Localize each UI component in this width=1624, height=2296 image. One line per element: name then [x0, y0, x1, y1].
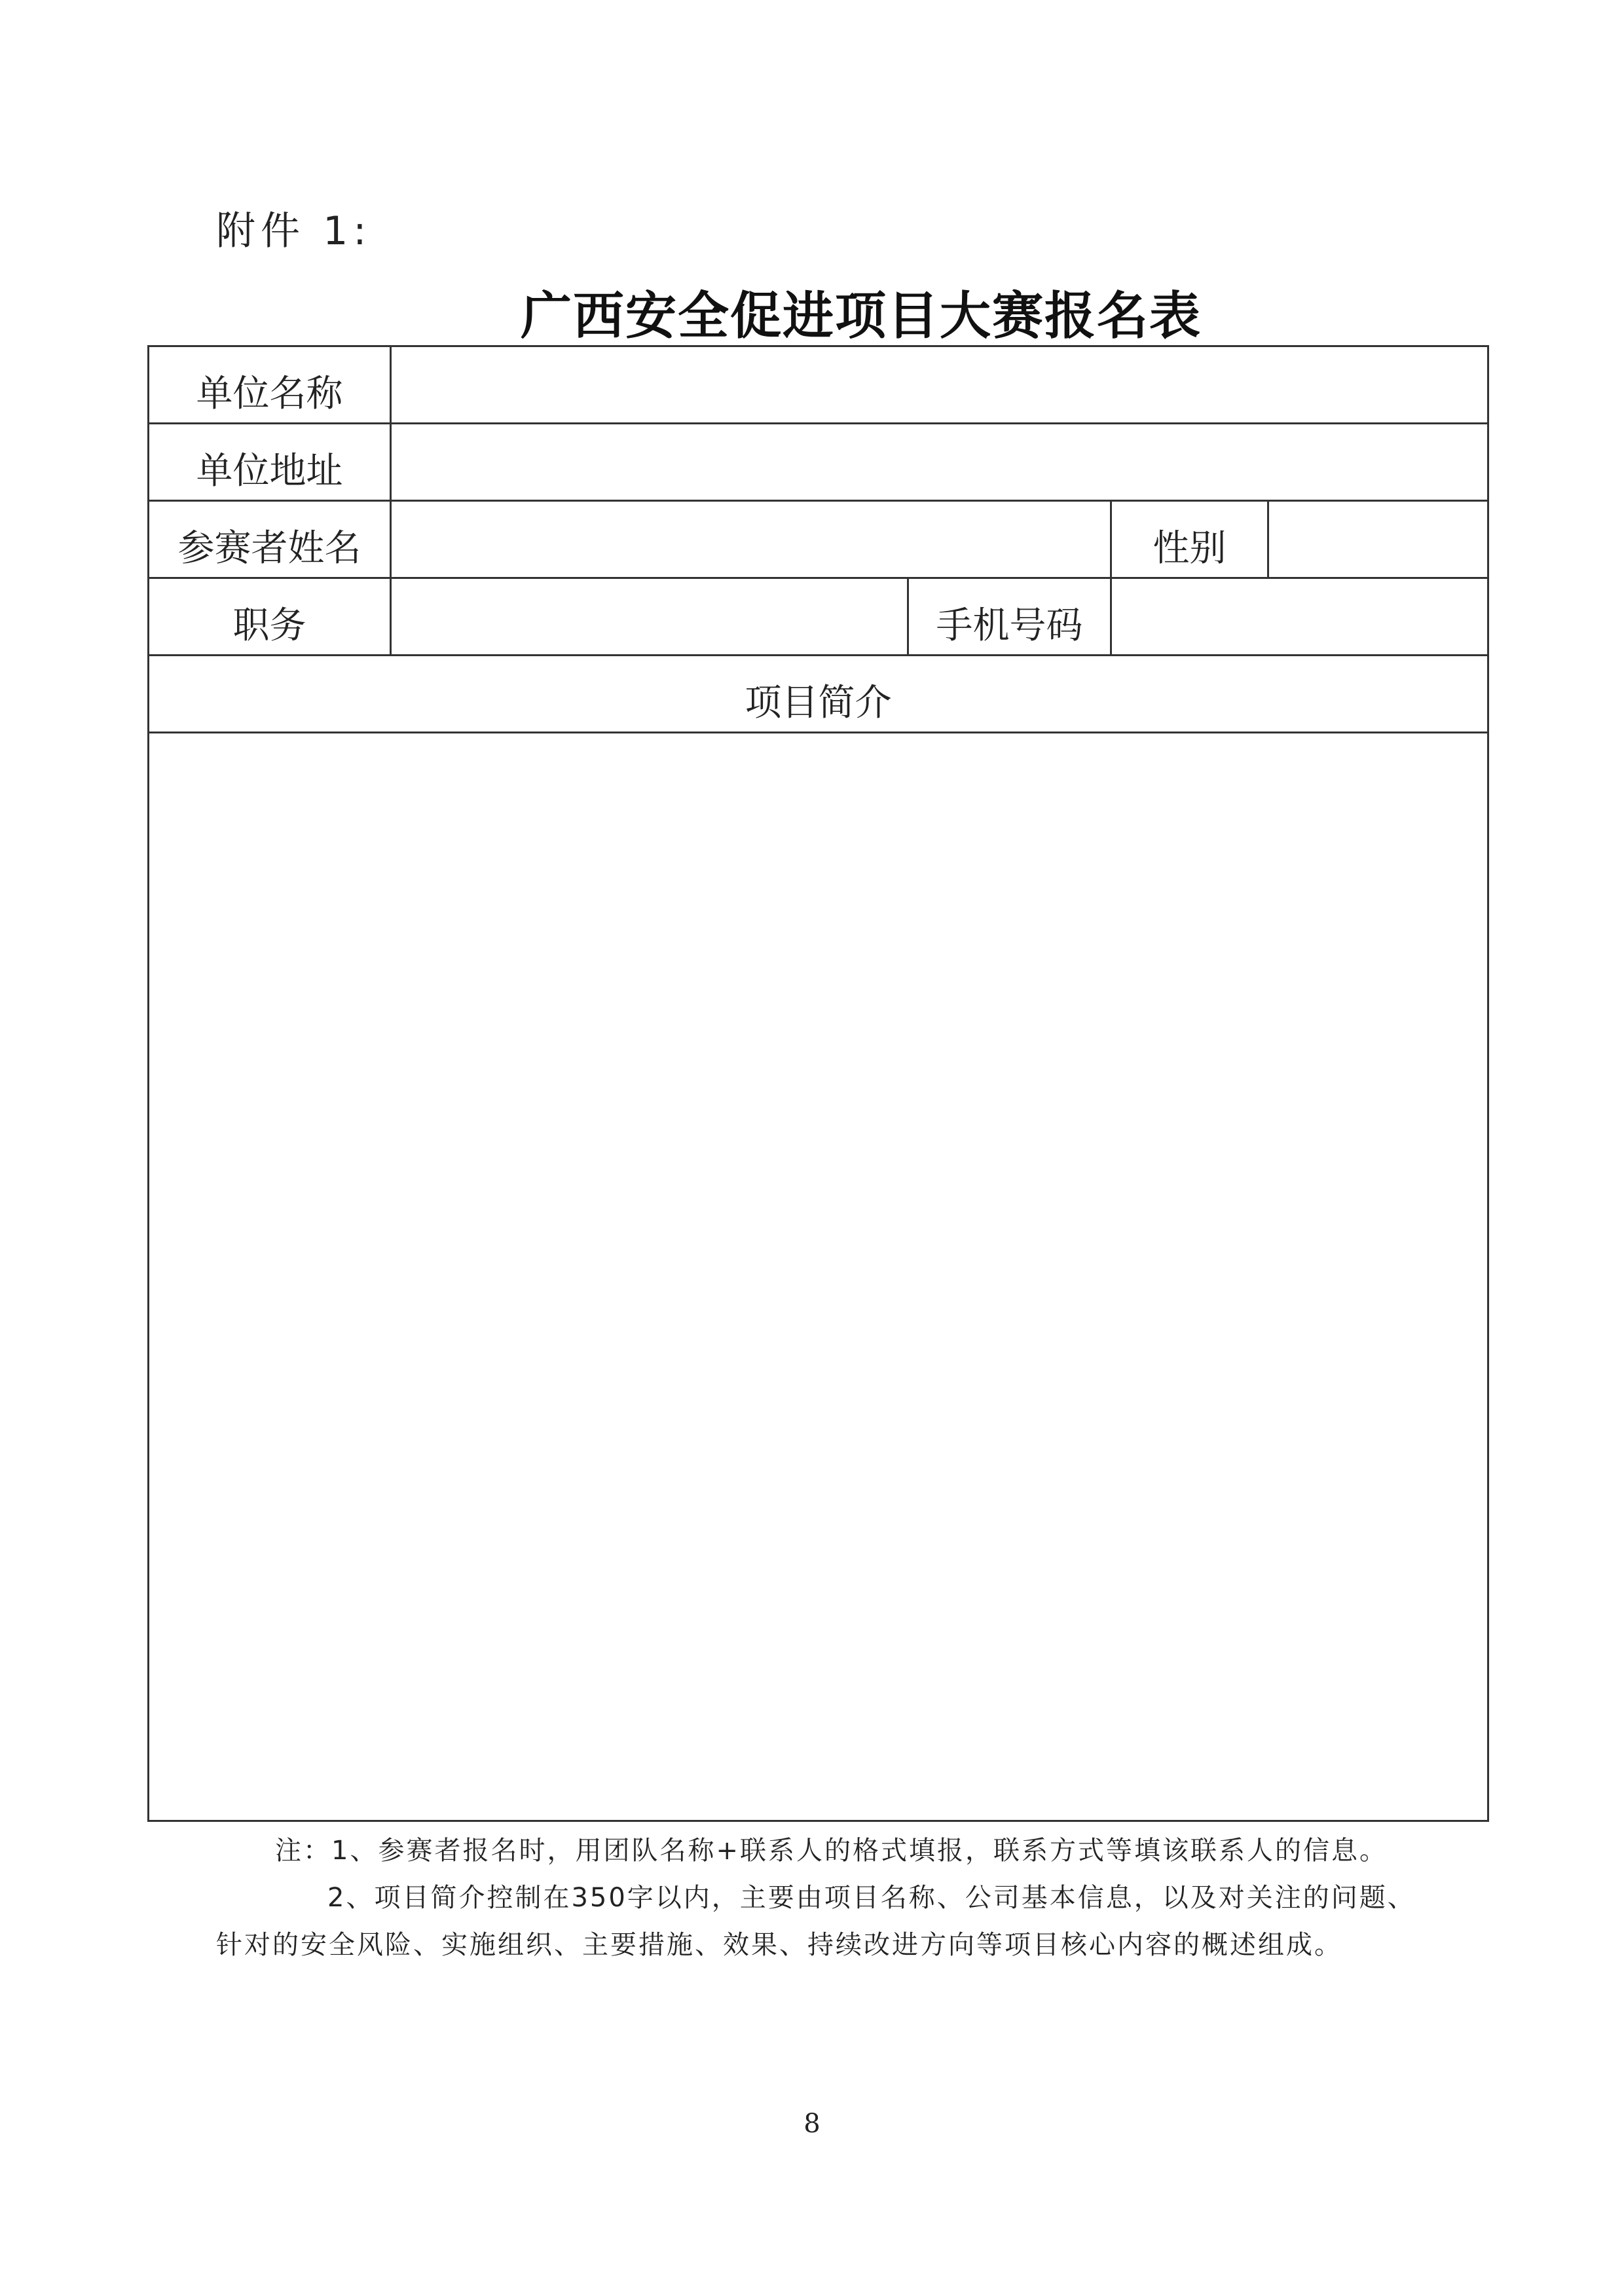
unit-name-label: 单位名称	[149, 346, 391, 424]
row-participant	[149, 501, 1488, 578]
participant-name-field[interactable]	[391, 501, 1111, 578]
unit-address-label: 单位地址	[149, 424, 391, 501]
row-summary-heading	[149, 656, 1488, 733]
note-line-1: 注：1、参赛者报名时，用团队名称+联系人的格式填报，联系方式等填该联系人的信息。	[275, 1836, 1388, 1866]
form-notes	[216, 1827, 1416, 1969]
unit-name-field[interactable]	[391, 346, 1488, 424]
position-label: 职务	[149, 578, 391, 656]
project-summary-label: 项目简介	[149, 656, 1488, 733]
page-number: 8	[803, 2109, 821, 2139]
row-position-phone	[149, 578, 1488, 656]
project-summary-field[interactable]	[149, 733, 1488, 1821]
participant-name-label: 参赛者姓名	[149, 501, 391, 578]
row-unit-name	[149, 346, 1488, 424]
phone-label: 手机号码	[908, 578, 1111, 656]
note-line-3: 针对的安全风险、实施组织、主要措施、效果、持续改进方向等项目核心内容的概述组成。	[216, 1930, 1342, 1960]
attachment-label: 附件 1:	[216, 208, 372, 254]
document-title: 广西安全促进项目大赛报名表	[520, 287, 1202, 346]
phone-field[interactable]	[1111, 578, 1488, 656]
note-line-2: 2、项目简介控制在350字以内，主要由项目名称、公司基本信息，以及对关注的问题、	[327, 1883, 1416, 1913]
row-summary-body	[149, 733, 1488, 1821]
gender-field[interactable]	[1268, 501, 1488, 578]
registration-form-table	[147, 345, 1489, 1822]
row-unit-address	[149, 424, 1488, 501]
gender-label: 性别	[1111, 501, 1268, 578]
position-field[interactable]	[391, 578, 908, 656]
unit-address-field[interactable]	[391, 424, 1488, 501]
